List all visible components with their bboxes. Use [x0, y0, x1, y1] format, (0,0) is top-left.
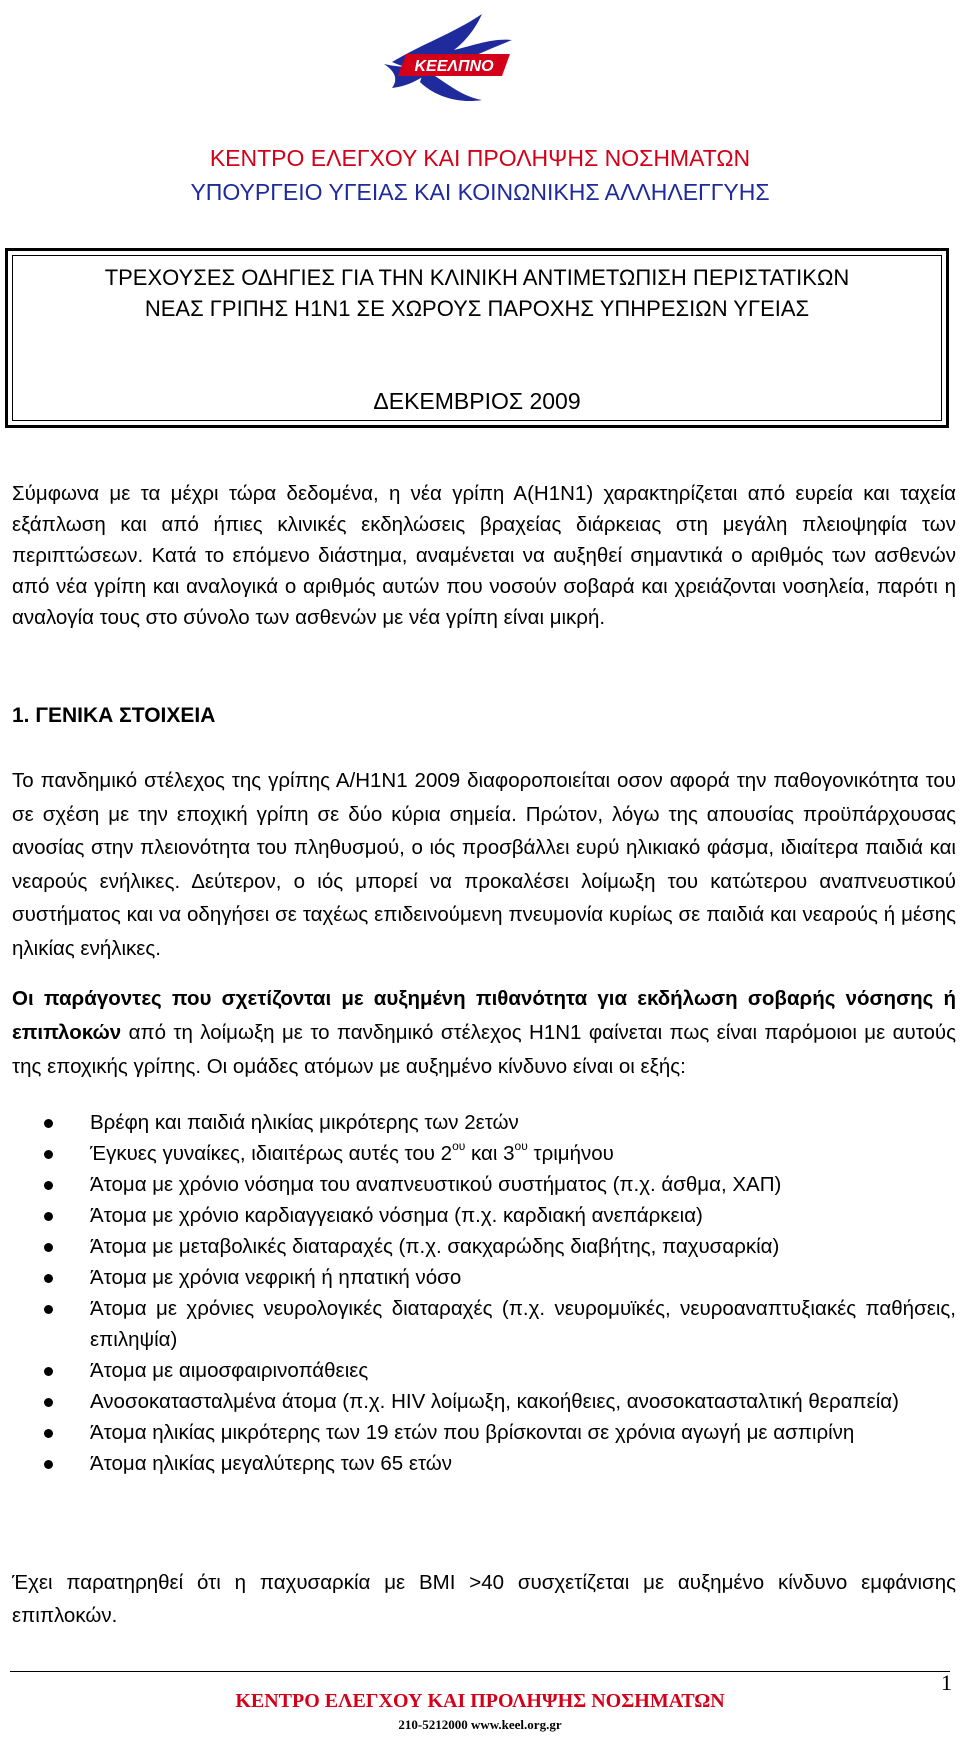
section-heading: 1. ΓΕΝΙΚΑ ΣΤΟΙΧΕΙΑ: [12, 704, 216, 727]
risk-groups-list: [40, 1107, 956, 1479]
list-item: Άτομα με χρόνια νεφρική ή ηπατική νόσο: [40, 1262, 956, 1293]
bullet-icon: [44, 1367, 53, 1376]
org-name-line: ΚΕΝΤΡΟ ΕΛΕΓΧΟΥ ΚΑΙ ΠΡΟΛΗΨΗΣ ΝΟΣΗΜΑΤΩΝ: [209, 145, 751, 171]
obesity-paragraph: Έχει παρατηρηθεί ότι η παχυσαρκία με ΒΜΙ >40 συσχετίζεται με αυξημένο κίνδυνο εμφάνισης επιπλοκών.: [12, 1571, 956, 1627]
list-item: Άτομα με χρόνιο νόσημα του αναπνευστικού συστήματος (π.χ. άσθμα, ΧΑΠ): [40, 1169, 956, 1200]
list-item: Άτομα με μεταβολικές διαταραχές (π.χ. σακχαρώδης διαβήτης, παχυσαρκία): [40, 1231, 956, 1262]
list-item: Άτομα με χρόνιο καρδιαγγειακό νόσημα (π.χ. καρδιακή ανεπάρκεια): [40, 1200, 956, 1231]
list-item: Άτομα ηλικίας μεγαλύτερης των 65 ετών: [40, 1448, 956, 1479]
bullet-icon: [44, 1212, 53, 1221]
bullet-icon: [44, 1398, 53, 1407]
ministry-name-line: ΥΠΟΥΡΓΕΙΟ ΥΓΕΙΑΣ ΚΑΙ ΚΟΙΝΩΝΙΚΗΣ ΑΛΛΗΛΕΓΓΥΗΣ: [190, 179, 770, 205]
bullet-icon: [44, 1305, 53, 1314]
bullet-icon: [44, 1429, 53, 1438]
document-title-line-1: ΤΡΕΧΟΥΣΕΣ ΟΔΗΓΙΕΣ ΓΙΑ ΤΗΝ ΚΛΙΝΙΚΗ ΑΝΤΙΜΕΤΩΠΙΣΗ ΠΕΡΙΣΤΑΤΙΚΩΝ: [104, 265, 850, 290]
footer-divider: [10, 1671, 950, 1672]
risk-factors-paragraph: [12, 982, 956, 1084]
list-item: Έγκυες γυναίκες, ιδιαιτέρως αυτές του $2^{o\upsilon}$ και $3^{o\upsilon}$ τριμήνου: [40, 1138, 956, 1169]
list-item: Άτομα ηλικίας μικρότερης των 19 ετών που βρίσκονται σε χρόνια αγωγή με ασπιρίνη: [40, 1417, 956, 1448]
page-number: 1: [941, 1670, 952, 1695]
dove-logo-icon: [362, 4, 532, 112]
list-item: Άτομα με αιμοσφαιρινοπάθειες: [40, 1355, 956, 1386]
section-paragraph: Το πανδημικό στέλεχος της γρίπης Α/Η1Ν1 2009 διαφοροποιείται οσον αφορά την παθογονικότητα του σε σχέση με την εποχική γρίπη σε δύο κύρια σημεία. Πρώτον, λόγω της απουσίας προϋπάρχουσας ανοσίας στην πλειονότητα του πληθυσμού, ο ιός προσβάλλει ευρύ ηλικιακό φάσμα, ιδιαίτερα παιδιά και νεαρούς ενήλικες. Δεύτερον, ο ιός μπορεί να προκαλέσει λοίμωξη του κατώτερου αναπνευστικού συστήματος και να οδηγήσει σε ταχέως επιδεινούμενη πνευμονία κυρίως σε παιδιά και νεαρούς ή μέσης ηλικίας ενήλικες.: [12, 769, 956, 960]
document-title-line-2: ΝΕΑΣ ΓΡΙΠΗΣ Η1Ν1 ΣΕ ΧΩΡΟΥΣ ΠΑΡΟΧΗΣ ΥΠΗΡΕΣΙΩΝ ΥΓΕΙΑΣ: [144, 296, 810, 321]
bullet-icon: [44, 1119, 53, 1128]
bullet-icon: [44, 1181, 53, 1190]
list-item: Ανοσοκατασταλμένα άτομα (π.χ. HIV λοίμωξη, κακοήθειες, ανοσοκατασταλτική θεραπεία): [40, 1386, 956, 1417]
document-title-box: [5, 248, 949, 428]
risk-factors-rest: από τη λοίμωξη με το πανδημικό στέλεχος Η1Ν1 φαίνεται πως είναι παρόμοιοι με αυτούς της εποχικής γρίπης. Οι ομάδες ατόμων με αυξημένο κίνδυνο είναι οι εξής:: [12, 1021, 956, 1078]
list-item: Βρέφη και παιδιά ηλικίας μικρότερης των 2ετών: [40, 1107, 956, 1138]
risk-factors-bold: Οι παράγοντες που σχετίζονται με αυξημένη πιθανότητα για εκδήλωση σοβαρής νόσησης ή επιπλοκών: [12, 987, 956, 1044]
bullet-icon: [44, 1243, 53, 1252]
document-date: ΔΕΚΕΜΒΡΙΟΣ 2009: [373, 388, 581, 414]
bullet-icon: [44, 1460, 53, 1469]
bullet-icon: [44, 1150, 53, 1159]
intro-paragraph: Σύμφωνα με τα μέχρι τώρα δεδομένα, η νέα γρίπη Α(Η1Ν1) χαρακτηρίζεται από ευρεία και ταχεία εξάπλωση και από ήπιες κλινικές εκδηλώσεις βραχείας διάρκειας στη μεγάλη πλειοψηφία των περιπτώσεων. Κατά το επόμενο διάστημα, αναμένεται να αυξηθεί σημαντικά ο αριθμός των ασθενών από νέα γρίπη και αναλογικά ο αριθμός αυτών που νοσούν σοβαρά και χρειάζονται νοσηλεία, παρότι η αναλογία τους στο σύνολο των ασθενών με νέα γρίπη είναι μικρή.: [12, 482, 956, 629]
keelpno-logo: [362, 4, 532, 112]
bullet-icon: [44, 1274, 53, 1283]
list-item: Άτομα με χρόνιες νευρολογικές διαταραχές (π.χ. νευρομυϊκές, νευροαναπτυξιακές παθήσεις, επιληψία): [40, 1293, 956, 1355]
logo-text: ΚΕΕΛΠΝΟ: [414, 58, 494, 75]
footer-org-name: ΚΕΝΤΡΟ ΕΛΕΓΧΟΥ ΚΑΙ ΠΡΟΛΗΨΗΣ ΝΟΣΗΜΑΤΩΝ: [235, 1690, 725, 1712]
footer-contact: 210-5212000 www.keel.org.gr: [398, 1717, 562, 1732]
